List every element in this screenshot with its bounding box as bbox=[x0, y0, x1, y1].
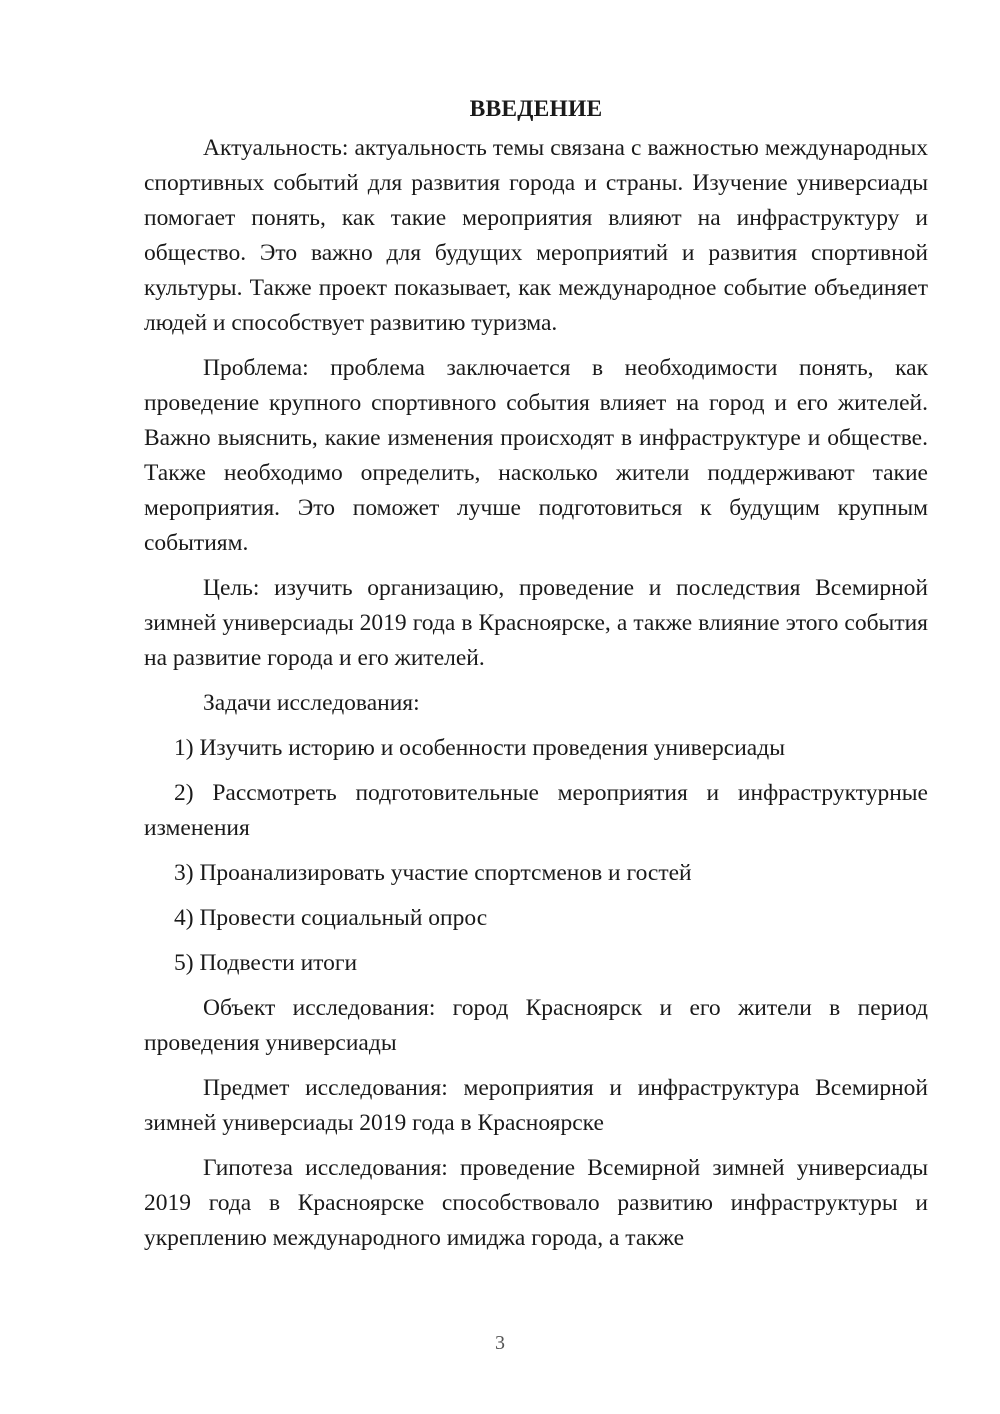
task-item-2: 2) Рассмотреть подготовительные мероприятия и инфраструктурные изменения bbox=[144, 780, 928, 841]
task-item-5: 5) Подвести итоги bbox=[174, 950, 358, 976]
task-item-1: 1) Изучить историю и особенности проведения универсиады bbox=[174, 735, 785, 761]
paragraph-problem: Проблема: проблема заключается в необходимости понять, как проведение крупного спортивного события влияет на город и его жителей. Важно выяснить, какие изменения происходят в инфраструктуре и обществе. Также необходимо определить, насколько жители поддерживают такие мероприятия. Это поможет лучше подготовиться к будущим крупным событиям. bbox=[144, 355, 928, 556]
paragraph-object: Объект исследования: город Красноярск и его жители в период проведения универсиады bbox=[144, 995, 928, 1056]
paragraph-goal: Цель: изучить организацию, проведение и последствия Всемирной зимней универсиады 2019 года в Красноярске, а также влияние этого события на развитие города и его жителей. bbox=[144, 575, 928, 671]
paragraph-relevance: Актуальность: актуальность темы связана с важностью международных спортивных событий для развития города и страны. Изучение универсиады помогает понять, как такие мероприятия влияют на инфраструктуру и общество. Это важно для будущих мероприятий и развития спортивной культуры. Также проект показывает, как международное событие объединяет людей и способствует развитию туризма. bbox=[144, 135, 928, 336]
task-item-3: 3) Проанализировать участие спортсменов и гостей bbox=[174, 860, 692, 886]
section-title: ВВЕДЕНИЕ bbox=[469, 96, 603, 122]
page-number: 3 bbox=[495, 1332, 505, 1354]
paragraph-hypothesis: Гипотеза исследования: проведение Всемирной зимней универсиады 2019 года в Красноярске способствовало развитию инфраструктуры и укреплению международного имиджа города, а также bbox=[144, 1155, 928, 1251]
task-item-4: 4) Провести социальный опрос bbox=[174, 905, 488, 931]
page-content bbox=[144, 92, 928, 1266]
paragraph-subject: Предмет исследования: мероприятия и инфраструктура Всемирной зимней универсиады 2019 года в Красноярске bbox=[144, 1075, 928, 1136]
tasks-heading: Задачи исследования: bbox=[203, 690, 420, 716]
